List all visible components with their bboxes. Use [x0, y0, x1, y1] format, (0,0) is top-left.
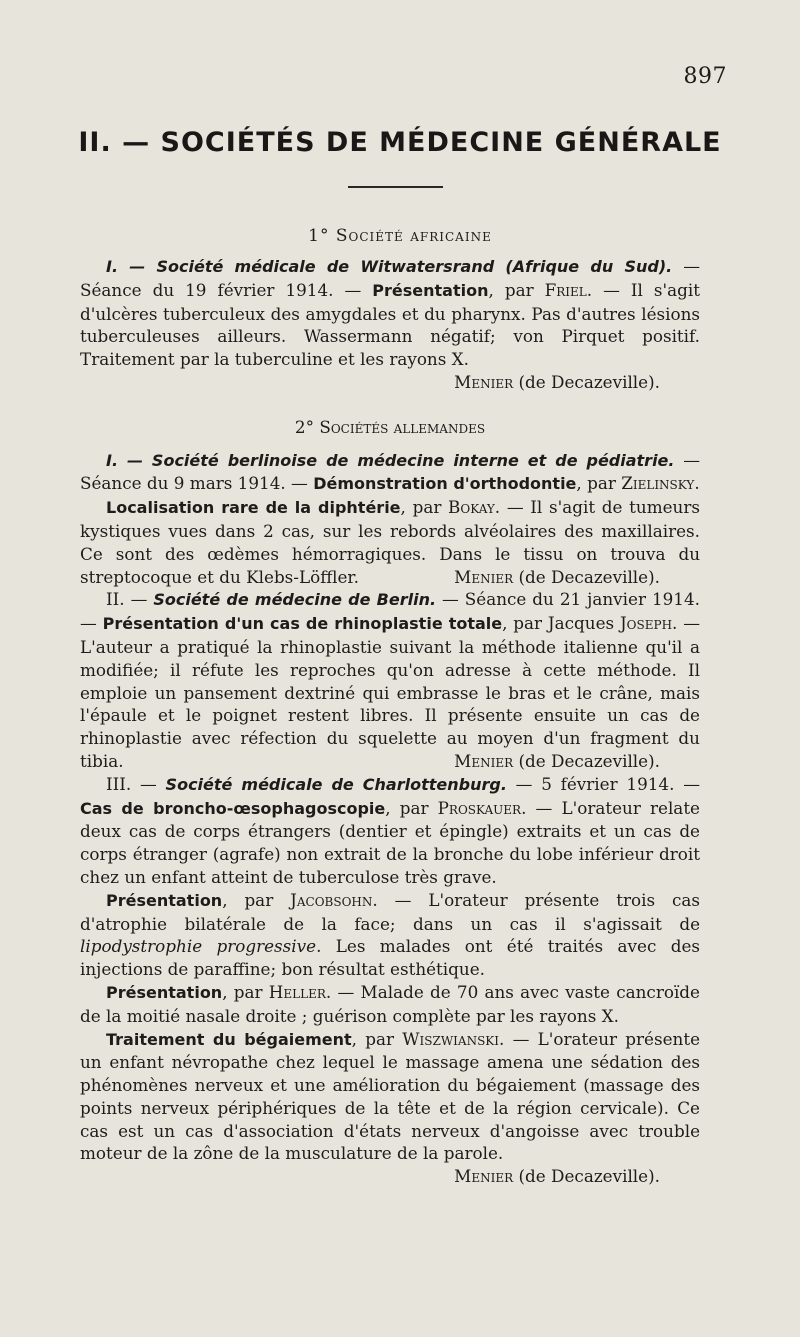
paragraph-berlinoise: I. — Société berlinoise de médecine interne et de pédiatrie. — Séance du 9 mars 1914. — Démonstration d'orthodontie, par Zielinsky.	[80, 449, 700, 494]
paragraph-heller: Présentation, par Heller. — Malade de 70 ans avec vaste cancroïde de la moitié nasale droite ; guérison complète par les rayons X.	[80, 981, 700, 1026]
page-title: II. — SOCIÉTÉS DE MÉDECINE GÉNÉRALE	[78, 127, 722, 158]
signature: Menier (de Decazeville).	[454, 371, 660, 392]
paragraph-berlin: II. — Société de médecine de Berlin. — Séance du 21 janvier 1914. — Présentation d'un cas de rhinoplastie totale, par Jacques Joseph. — L'auteur a pratiqué la rhinoplastie suivant la méthode italienne qu'il a modifiée; il réfute les reproches qu'on adresse à cette méthode. Il emploie un pansement dextriné qui embrasse le bras et le crâne, mais l'épaule et le poignet restent libres. Il présente ensuite un cas de rhinoplastie avec réfection du squelette au moyen d'un fragment du tibia. Menier (de Decazeville).	[80, 589, 700, 771]
paragraph-begaiement: Traitement du bégaiement, par Wiszwianski. — L'orateur présente un enfant névropathe chez lequel le massage amena une sédation des phénomènes nerveux et une amélioration du bégaiement (massage des points nerveux périphériques de la tête et de la région cervicale). Ce cas est un cas d'association d'états nerveux d'angoisse avec trouble moteur de la zône de la musculature de la parole.	[80, 1028, 701, 1164]
section-heading-1: 1° Société africaine	[308, 226, 492, 246]
paragraph-jacobsohn: Présentation, par Jacobsohn. — L'orateur présente trois cas d'atrophie bilatérale de la face; dans un cas il s'agissait de lipodystrophie progressive. Les malades ont été traités avec des injections de paraffine; bon résultat esthétique.	[80, 889, 700, 980]
paragraph-witwatersrand: I. — Société médicale de Witwatersrand (Afrique du Sud). — Séance du 19 février 1914. — Présentation, par Friel. — Il s'agit d'ulcères tuberculeux des amygdales et du pharynx. Pas d'autres lésions tuberculeuses ailleurs. Wassermann négatif; von Pirquet positif. Traitement par la tuberculine et les rayons X.	[80, 256, 700, 370]
section-heading-2: 2° Sociétés allemandes	[294, 416, 486, 437]
title-divider	[348, 186, 443, 188]
body-text	[80, 255, 700, 1188]
paragraph-charlottenburg: III. — Société médicale de Charlottenburg. — 5 février 1914. — Cas de broncho-œsophagoscopie, par Proskauer. — L'orateur relate deux cas de corps étrangers (dentier et épingle) extraits et un cas de corps étranger (agrafe) non extrait de la bronche du lobe inférieur droit chez un enfant atteint de tuberculose très grave.	[80, 773, 700, 887]
paragraph-diphterie: Localisation rare de la diphtérie, par Bokay. — Il s'agit de tumeurs kystiques vues dans 2 cas, sur les rebords alvéolaires des maxillaires. Ce sont des œdèmes hémorragiques. Dans le tissu on trouva du streptocoque et du Klebs-Löffler. Menier (de Decazeville).	[80, 497, 700, 587]
page-number: 897	[683, 64, 727, 89]
signature: Menier (de Decazeville).	[454, 1166, 660, 1187]
